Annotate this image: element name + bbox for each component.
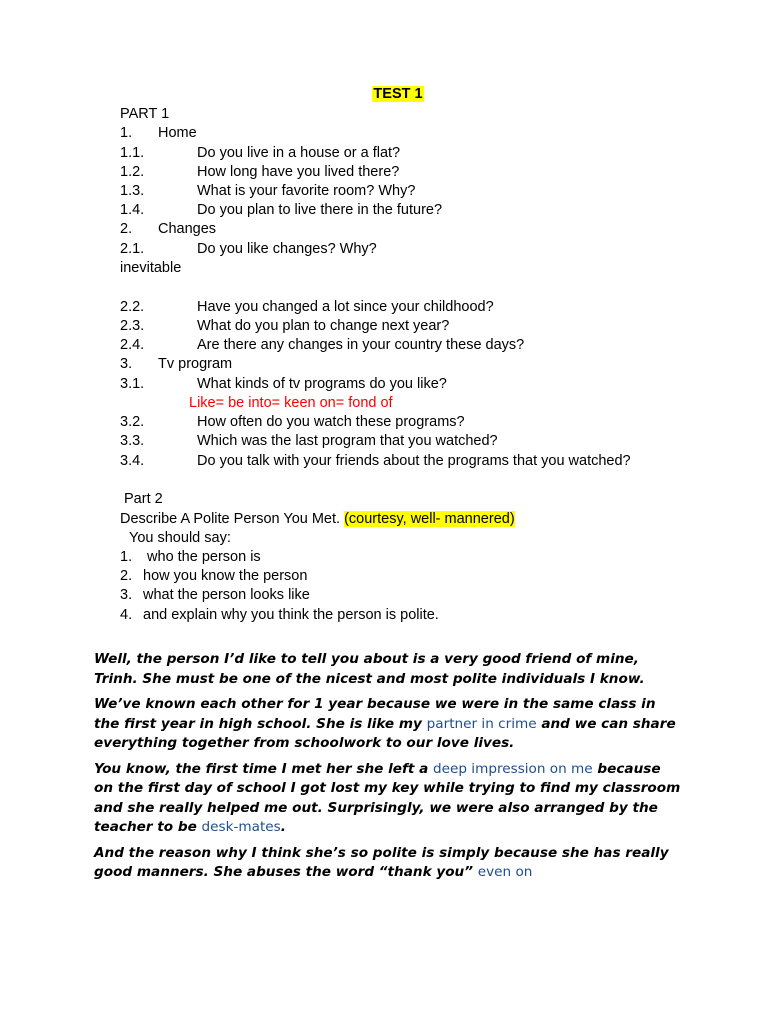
synonym-note: Like= be into= keen on= fond of [189,395,393,411]
vocab-note: inevitable [120,260,182,276]
question-text: What kinds of tv programs do you like? [197,376,447,392]
title-row [0,86,768,102]
question-number: 2.4. [120,337,145,353]
answer-text: . [280,819,286,835]
cue-text: how you know the person [143,568,308,584]
answer-text: We’ve known each other for 1 year because we were in the same class in the first year in high school. She is like my [94,696,656,732]
test-title: TEST 1 [373,86,423,102]
cue-number: 2. [120,568,133,584]
question-number: 3.3. [120,433,145,449]
question-text: Do you talk with your friends about the programs that you watched? [197,453,631,469]
topic-label: Changes [158,221,217,237]
idiom-highlight: desk-mates [201,819,281,835]
topic-number: 3. [120,356,133,372]
question-text: How often do you watch these programs? [197,414,465,430]
question-number: 3.4. [120,453,145,469]
cue-number: 3. [120,587,133,603]
question-number: 3.2. [120,414,145,430]
question-text: How long have you lived there? [197,164,400,180]
question-text: What is your favorite room? Why? [197,183,416,199]
question-number: 2.1. [120,241,145,257]
idiom-highlight: deep impression on me [433,760,593,777]
answer-text: You know, the first time I met her she left a [94,760,433,777]
say-label: You should say: [129,530,231,546]
cue-text: and explain why you think the person is polite. [143,607,439,623]
question-text: What do you plan to change next year? [197,318,450,334]
cue-number: 1. [120,549,133,565]
answer-text: because on the first day of school I got lost my key while trying to find my classroom and she really helped me out. Surprisingly, we were also arranged by the teacher to be [94,760,681,835]
prompt-highlight: (courtesy, well- mannered) [344,511,515,527]
answer-paragraph: Well, the person I’d like to tell you about is a very good friend of mine, Trinh. She must be one of the nicest and most polite individuals I know. [94,651,645,687]
question-number: 1.3. [120,183,145,199]
question-number: 1.2. [120,164,145,180]
question-text: Which was the last program that you watched? [197,433,498,449]
answer-text: and we can share everything together from schoolwork to our love lives. [94,715,676,751]
answer-paragraph [94,695,684,754]
part2-prompt [120,510,515,529]
sample-answer [94,650,684,883]
cue-text: what the person looks like [143,587,310,603]
question-number: 1.4. [120,202,145,218]
part1-heading: PART 1 [120,106,170,122]
question-text: Do you plan to live there in the future? [197,202,443,218]
question-text: Are there any changes in your country these days? [197,337,525,353]
question-number: 2.2. [120,299,145,315]
prompt-text: Describe A Polite Person You Met. [120,511,341,527]
answer-text: And the reason why I think she’s so polite is simply because she has really good manners. She abuses the word “thank you” [94,844,669,880]
cue-text: who the person is [143,549,261,565]
question-number: 2.3. [120,318,145,334]
question-number: 1.1. [120,145,145,161]
topic-number: 1. [120,125,133,141]
topic-number: 2. [120,221,133,237]
cue-number: 4. [120,607,133,623]
question-number: 3.1. [120,376,145,392]
topic-label: Tv program [158,356,233,372]
part2-heading: Part 2 [124,491,163,507]
answer-paragraph [94,760,684,838]
topic-label: Home [158,125,197,141]
question-text: Do you like changes? Why? [197,241,377,257]
answer-paragraph [94,844,684,883]
question-text: Have you changed a lot since your childhood? [197,299,494,315]
idiom-highlight: even on [477,864,533,880]
question-text: Do you live in a house or a flat? [197,145,401,161]
idiom-highlight: partner in crime [426,715,537,732]
